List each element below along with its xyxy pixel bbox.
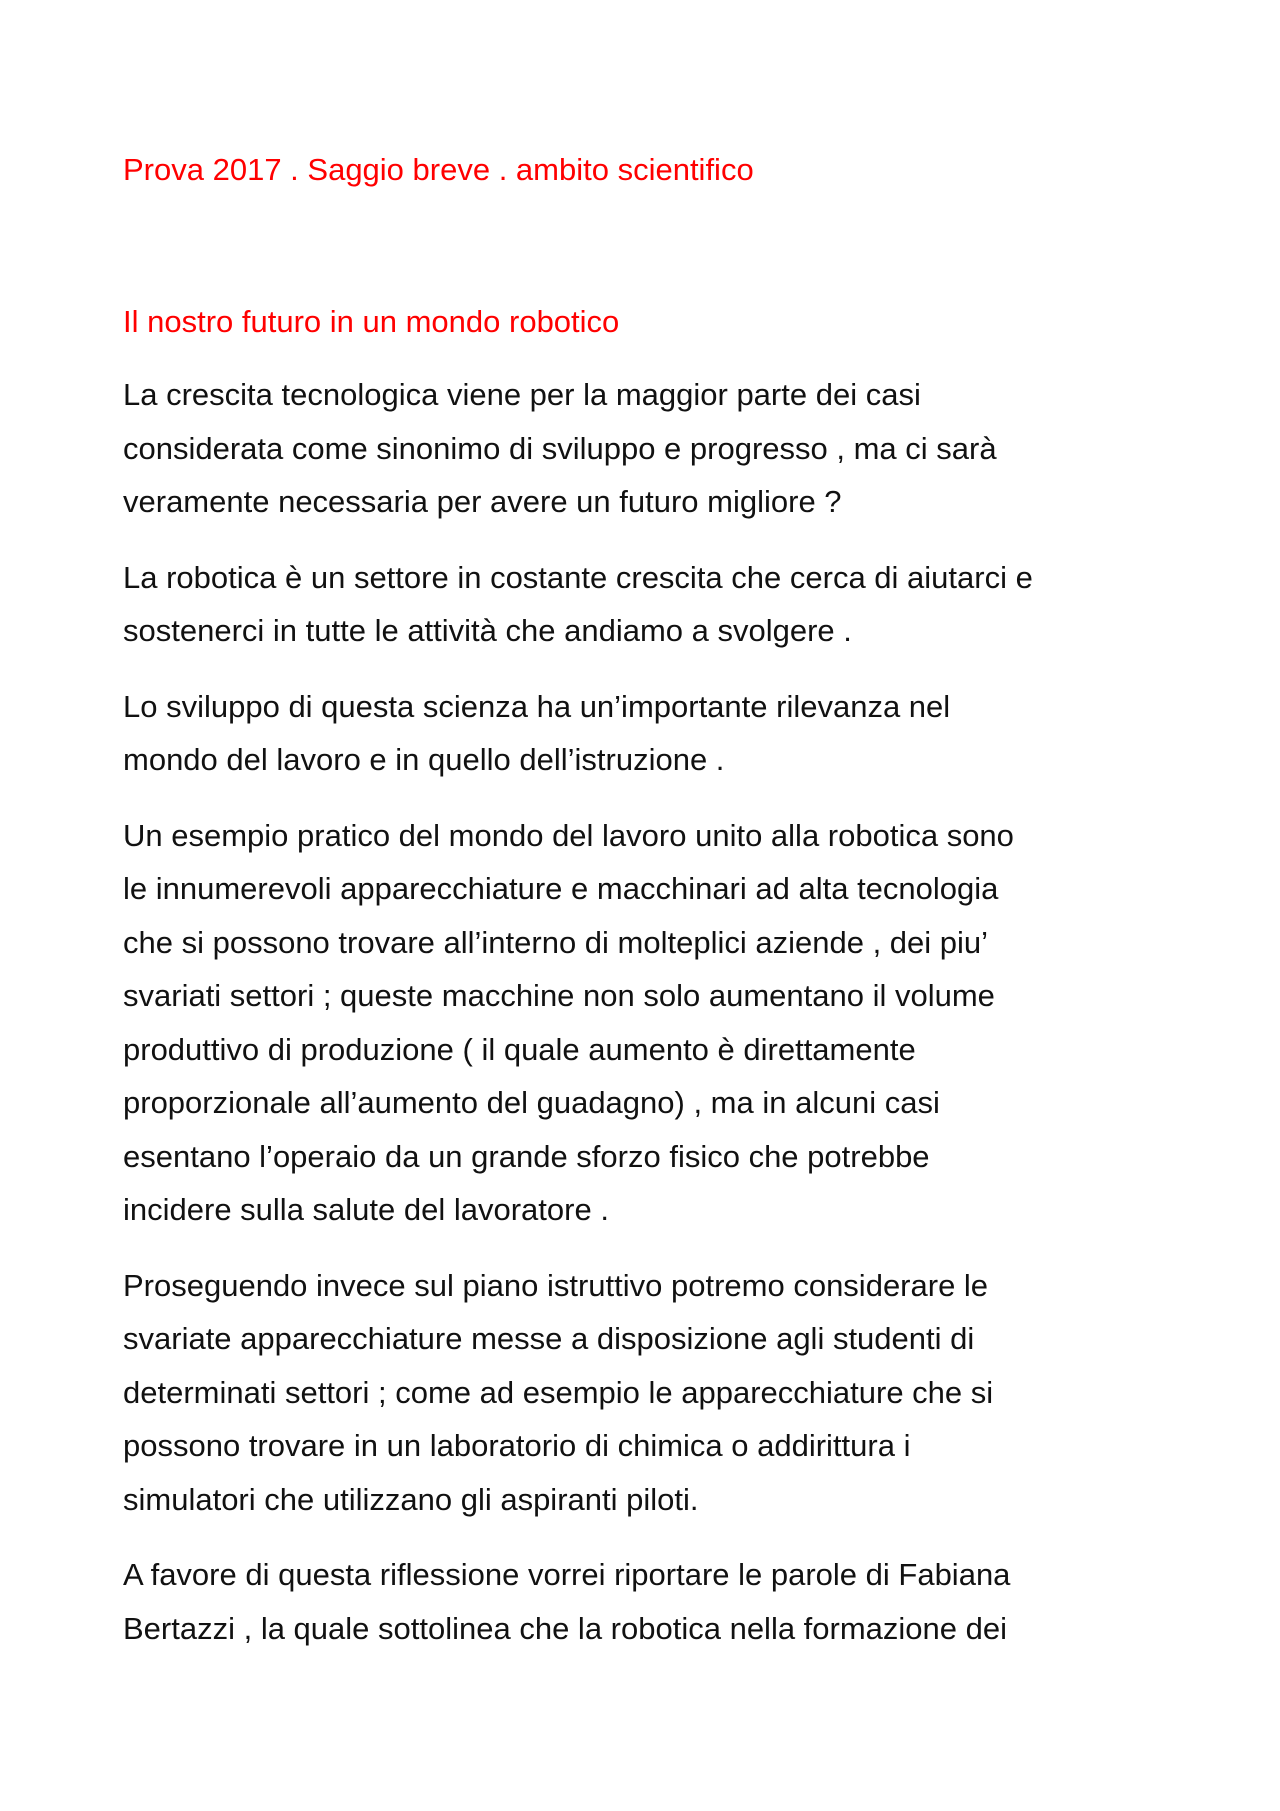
text-line: considerata come sinonimo di sviluppo e progresso , ma ci sarà xyxy=(123,430,997,466)
text-line: determinati settori ; come ad esempio le apparecchiature che si xyxy=(123,1374,994,1410)
paragraph-6 xyxy=(123,1548,1183,1655)
text-line: Lo sviluppo di questa scienza ha un’importante rilevanza nel xyxy=(123,688,951,724)
text-line: svariati settori ; queste macchine non solo aumentano il volume xyxy=(123,978,995,1013)
text-line: simulatori che utilizzano gli aspiranti piloti. xyxy=(123,1481,699,1517)
text-line: proporzionale all’aumento del guadagno) , ma in alcuni casi xyxy=(123,1085,940,1120)
document-body xyxy=(123,150,1183,1677)
text-line: che si possono trovare all’interno di molteplici aziende , dei piu’ xyxy=(123,924,989,960)
text-line: svariate apparecchiature messe a disposizione agli studenti di xyxy=(123,1321,975,1356)
essay-title: Il nostro futuro in un mondo robotico xyxy=(123,304,620,339)
text-line: produttivo di produzione ( il quale aumento è direttamente xyxy=(123,1031,916,1067)
paragraph-2 xyxy=(123,551,1183,658)
text-line: incidere sulla salute del lavoratore . xyxy=(123,1192,609,1227)
text-line: A favore di questa riflessione vorrei riportare le parole di Fabiana xyxy=(123,1557,1011,1592)
paragraph-3 xyxy=(123,680,1183,787)
paragraph-1 xyxy=(123,368,1183,529)
text-line: La robotica è un settore in costante crescita che cerca di aiutarci e xyxy=(123,559,1033,595)
paragraph-4 xyxy=(123,809,1183,1237)
text-line: le innumerevoli apparecchiature e macchinari ad alta tecnologia xyxy=(123,871,999,906)
text-line: possono trovare in un laboratorio di chimica o addirittura i xyxy=(123,1428,911,1463)
paragraph-5 xyxy=(123,1259,1183,1527)
exam-header: Prova 2017 . Saggio breve . ambito scientifico xyxy=(123,152,754,187)
text-line: mondo del lavoro e in quello dell’istruzione . xyxy=(123,742,725,777)
text-line: esentano l’operaio da un grande sforzo fisico che potrebbe xyxy=(123,1138,930,1174)
text-line: sostenerci in tutte le attività che andiamo a svolgere . xyxy=(123,613,852,648)
text-line: Un esempio pratico del mondo del lavoro unito alla robotica sono xyxy=(123,817,1014,853)
text-line: La crescita tecnologica viene per la maggior parte dei casi xyxy=(123,377,921,412)
text-line: Proseguendo invece sul piano istruttivo potremo considerare le xyxy=(123,1267,989,1303)
text-line: Bertazzi , la quale sottolinea che la robotica nella formazione dei xyxy=(123,1610,1008,1646)
text-line: veramente necessaria per avere un futuro migliore ? xyxy=(123,484,842,519)
